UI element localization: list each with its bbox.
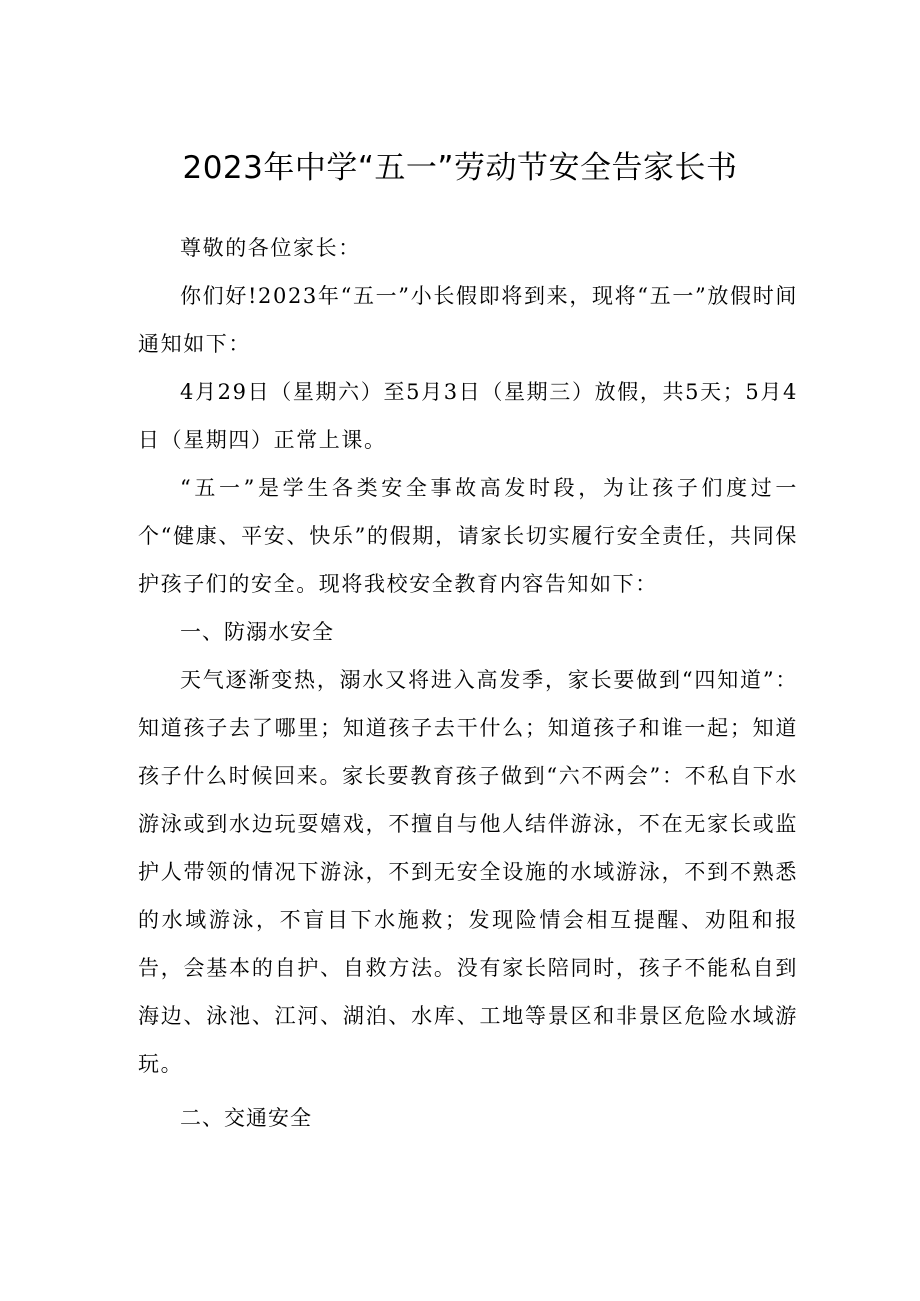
section-heading-traffic: 二、交通安全 xyxy=(180,1106,312,1130)
schedule-paragraph: 4月29日（星期六）至5月3日（星期三）放假，共5天；5月4日（星期四）正常上课。 xyxy=(138,380,798,452)
document-title: 2023年中学“五一”劳动节安全告家长书 xyxy=(182,150,738,186)
salutation: 尊敬的各位家长： xyxy=(180,236,361,260)
section-heading-drowning: 一、防溺水安全 xyxy=(180,620,334,644)
intro-paragraph: “五一”是学生各类安全事故高发时段，为让孩子们度过一个“健康、平安、快乐”的假期，请家长切实履行安全责任，共同保护孩子们的安全。现将我校安全教育内容告知如下： xyxy=(138,476,798,596)
section-text-drowning: 天气逐渐变热，溺水又将进入高发季，家长要做到“四知道”：知道孩子去了哪里；知道孩子去干什么；知道孩子和谁一起；知道孩子什么时候回来。家长要教育孩子做到“六不两会”：不私自下水游泳或到水边玩耍嬉戏，不擅自与他人结伴游泳，不在无家长或监护人带领的情况下游泳，不到无安全设施的水域游泳，不到不熟悉的水域游泳，不盲目下水施救；发现险情会相互提醒、劝阻和报告，会基本的自护、自救方法。没有家长陪同时，孩子不能私自到海边、泳池、江河、湖泊、水库、工地等景区和非景区危险水域游玩。 xyxy=(138,668,798,1076)
document-body xyxy=(138,224,798,1142)
greeting-paragraph: 你们好!2023年“五一”小长假即将到来，现将“五一”放假时间通知如下： xyxy=(138,284,798,356)
